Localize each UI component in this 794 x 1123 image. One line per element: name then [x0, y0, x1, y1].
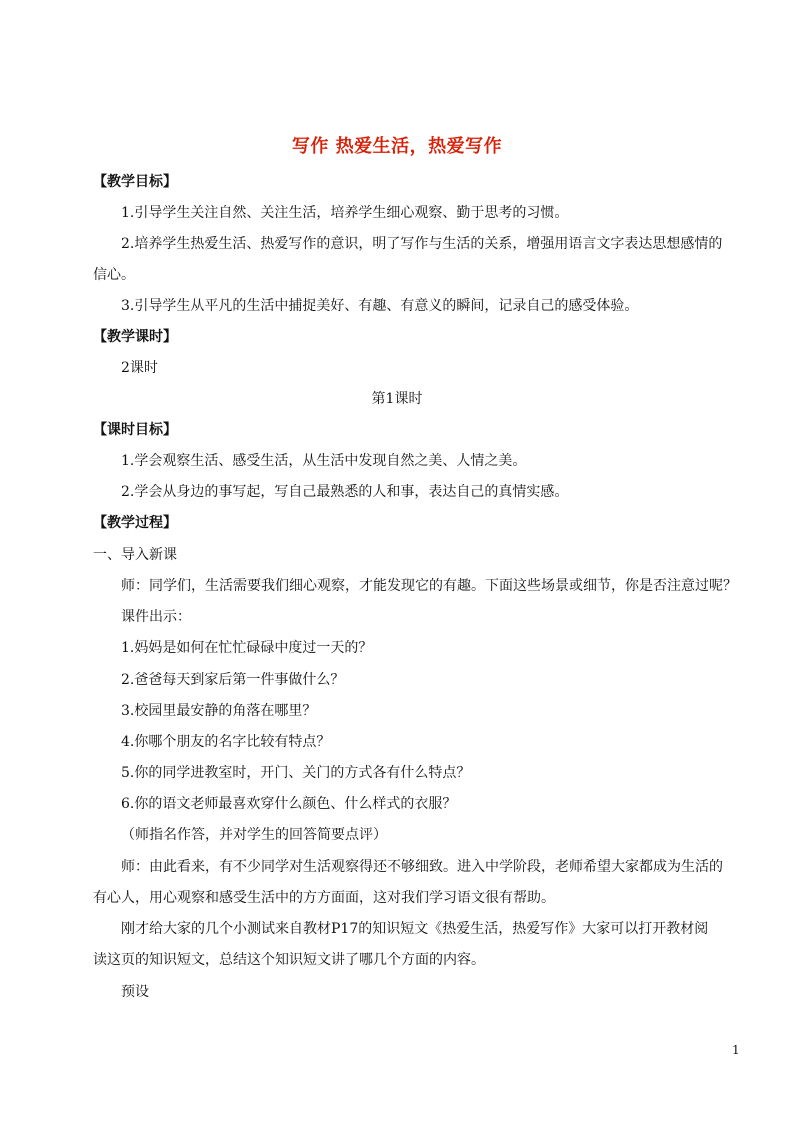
paragraph-4-line-2: 读这页的知识短文，总结这个知识短文讲了哪几个方面的内容。: [93, 952, 485, 968]
heading-teaching-goals: 【教学目标】: [93, 174, 177, 190]
question-3: 3.校园里最安静的角落在哪里？: [121, 703, 317, 719]
question-1: 1.妈妈是如何在忙忙碌碌中度过一天的？: [121, 640, 373, 656]
paragraph-5: 预设: [121, 984, 149, 1000]
lesson-goal-2: 2.学会从身边的事写起，写自己最熟悉的人和事，表达自己的真情实感。: [121, 484, 569, 500]
paragraph-4-line-1: 刚才给大家的几个小测试来自教材P17的知识短文《热爱生活，热爱写作》大家可以打开教材阅: [121, 921, 709, 937]
lesson-goal-1: 1.学会观察生活、感受生活，从生活中发现自然之美、人情之美。: [121, 453, 527, 469]
document-title: 写作 热爱生活，热爱写作: [291, 136, 503, 157]
paragraph-1: 师：同学们，生活需要我们细心观察，才能发现它的有趣。下面这些场景或细节，你是否注意过呢？: [121, 578, 737, 594]
question-2: 2.爸爸每天到家后第一件事做什么？: [121, 672, 345, 688]
page-number: 1: [732, 1043, 740, 1057]
heading-teaching-hours: 【教学课时】: [93, 329, 177, 345]
step-1-heading: 一、导入新课: [93, 547, 177, 563]
goal-item-2-line-1: 2.培养学生热爱生活、热爱写作的意识，明了写作与生活的关系，增强用语言文字表达思想感情的: [121, 236, 723, 252]
goal-item-3: 3.引导学生从平凡的生活中捕捉美好、有趣、有意义的瞬间，记录自己的感受体验。: [121, 298, 639, 314]
heading-teaching-process: 【教学过程】: [93, 515, 177, 531]
paragraph-3-line-1: 师：由此看来，有不少同学对生活观察得还不够细致。进入中学阶段，老师希望大家都成为生活的: [121, 859, 723, 875]
teacher-note: （师指名作答，并对学生的回答简要点评）: [121, 827, 387, 843]
paragraph-3-line-2: 有心人，用心观察和感受生活中的方方面面，这对我们学习语文很有帮助。: [93, 890, 555, 906]
goal-item-1: 1.引导学生关注自然、关注生活，培养学生细心观察、勤于思考的习惯。: [121, 205, 569, 221]
goal-item-2-line-2: 信心。: [93, 267, 135, 283]
paragraph-2: 课件出示：: [121, 609, 191, 625]
question-4: 4.你哪个朋友的名字比较有特点？: [121, 734, 331, 750]
heading-lesson-goals: 【课时目标】: [93, 422, 177, 438]
question-5: 5.你的同学进教室时，开门、关门的方式各有什么特点？: [121, 765, 471, 781]
lesson-1-label: 第1课时: [371, 391, 423, 407]
question-6: 6.你的语文老师最喜欢穿什么颜色、什么样式的衣服？: [121, 796, 457, 812]
hours-text: 2课时: [121, 360, 158, 376]
